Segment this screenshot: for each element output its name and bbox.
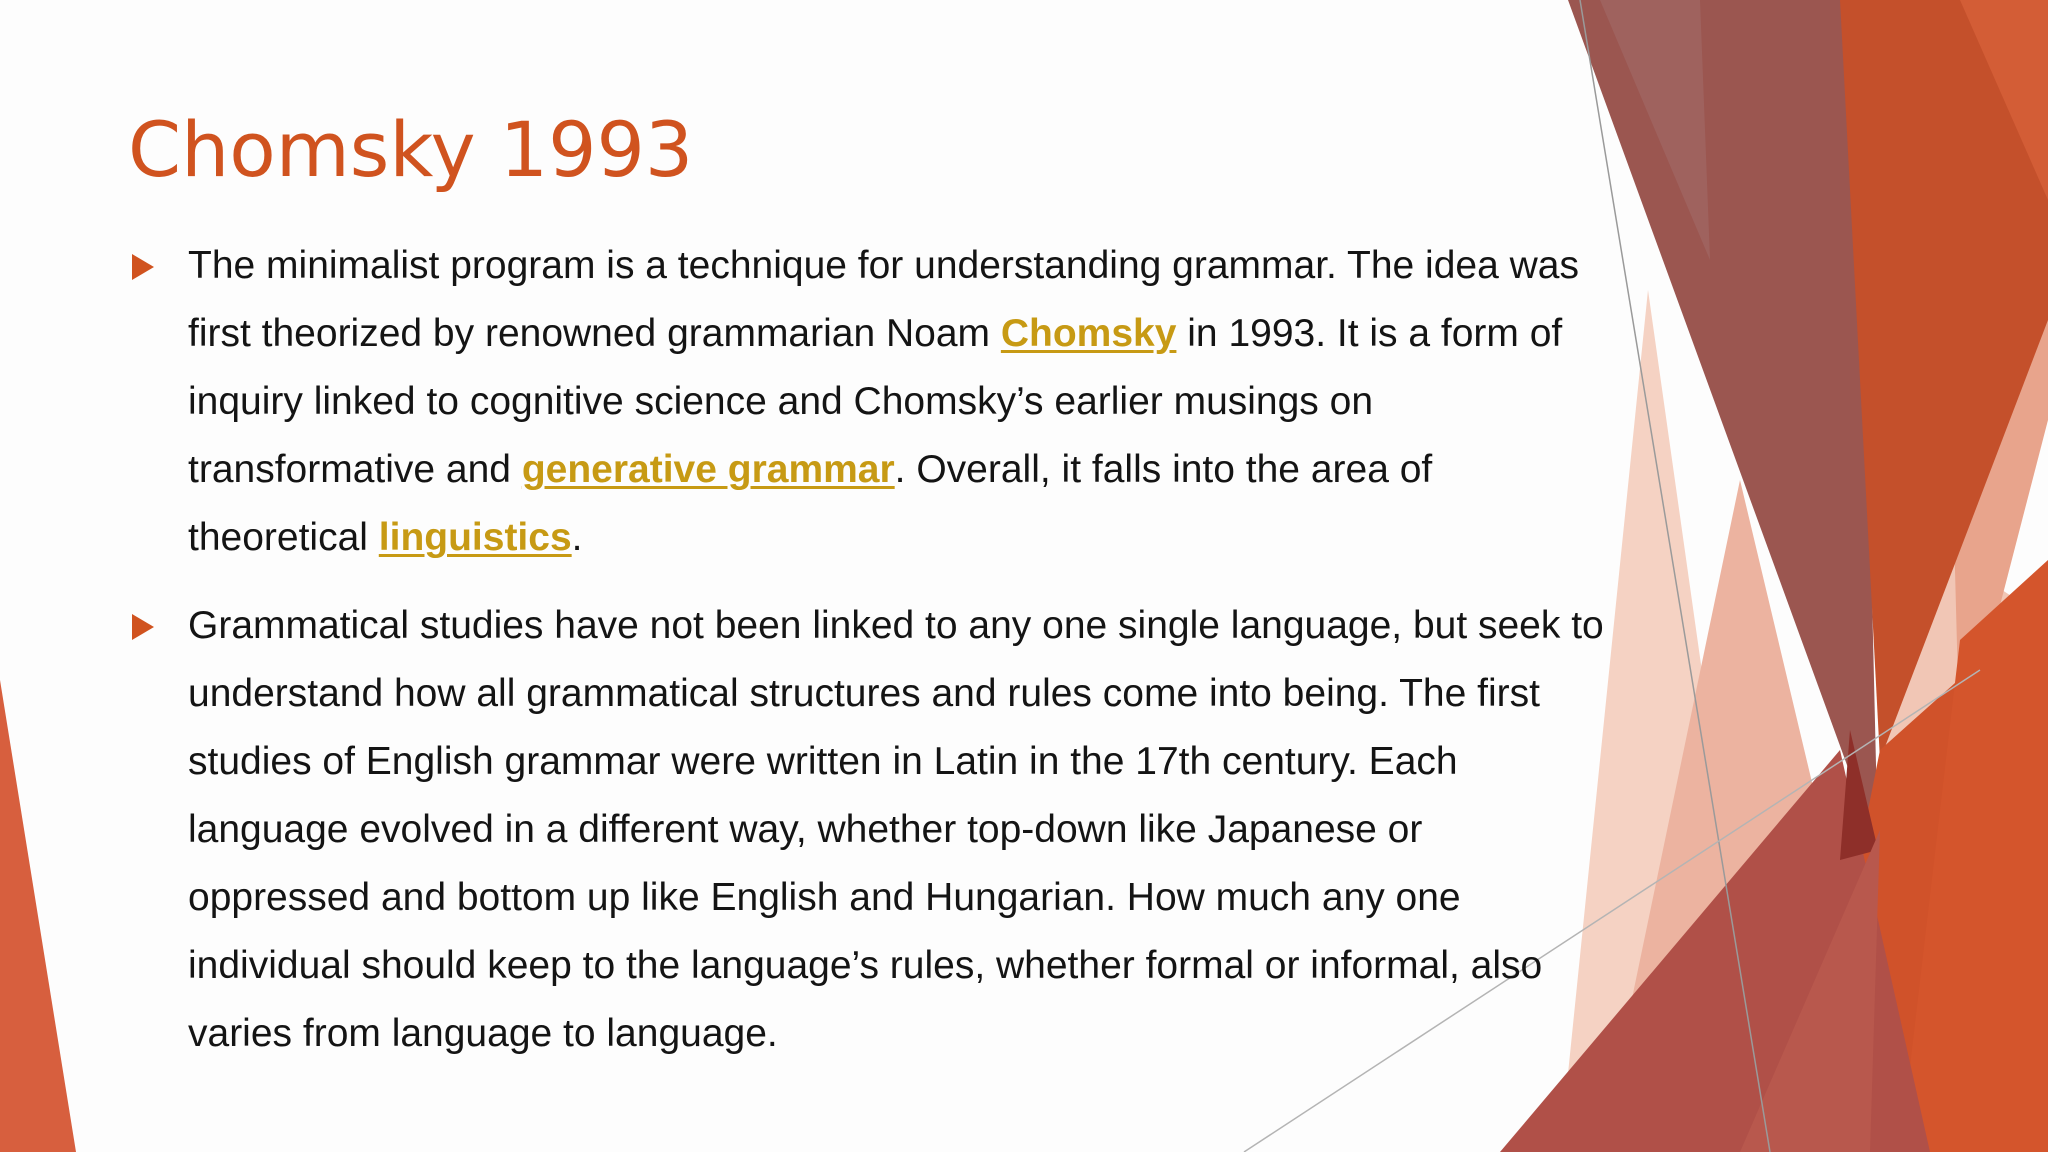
text-segment: transformative and	[188, 448, 522, 491]
text-segment: theoretical	[188, 516, 379, 559]
bullet-paragraph-2	[128, 592, 1688, 1068]
text-segment: in 1993. It is a form of	[1176, 312, 1563, 355]
link-chomsky[interactable]: Chomsky	[1000, 312, 1177, 355]
paragraph1-line2	[188, 300, 1688, 368]
slide-title: Chomsky 1993	[128, 105, 694, 194]
link-linguistics[interactable]: linguistics	[378, 516, 572, 559]
paragraph2-line6: individual should keep to the language’s rules, whether formal or informal, also	[188, 944, 1543, 987]
paragraph2-line1: Grammatical studies have not been linked to any one single language, but seek to	[188, 604, 1604, 647]
paragraph1-line4	[188, 436, 1688, 504]
left-facet	[0, 680, 76, 1152]
paragraph2-line4: language evolved in a different way, whether top-down like Japanese or	[188, 808, 1423, 851]
link-generative-grammar[interactable]: generative grammar	[521, 448, 895, 491]
triangle-bullet-icon	[132, 254, 154, 280]
text-segment: . Overall, it falls into the area of	[894, 448, 1433, 491]
bullet-list	[128, 232, 1688, 1088]
paragraph1-line1: The minimalist program is a technique for understanding grammar. The idea was	[188, 244, 1579, 287]
paragraph2-line3: studies of English grammar were written in Latin in the 17th century. Each	[188, 740, 1458, 783]
paragraph1-line3: inquiry linked to cognitive science and Chomsky’s earlier musings on	[188, 380, 1374, 423]
paragraph2-line7: varies from language to language.	[188, 1012, 778, 1055]
text-segment: .	[571, 516, 583, 559]
bullet-paragraph-1	[128, 232, 1688, 572]
paragraph2-line5: oppressed and bottom up like English and Hungarian. How much any one	[188, 876, 1461, 919]
paragraph1-line5	[188, 504, 1688, 572]
paragraph2-line2: understand how all grammatical structures and rules come into being. The first	[188, 672, 1540, 715]
triangle-bullet-icon	[132, 614, 154, 640]
text-segment: first theorized by renowned grammarian Noam	[188, 312, 1001, 355]
